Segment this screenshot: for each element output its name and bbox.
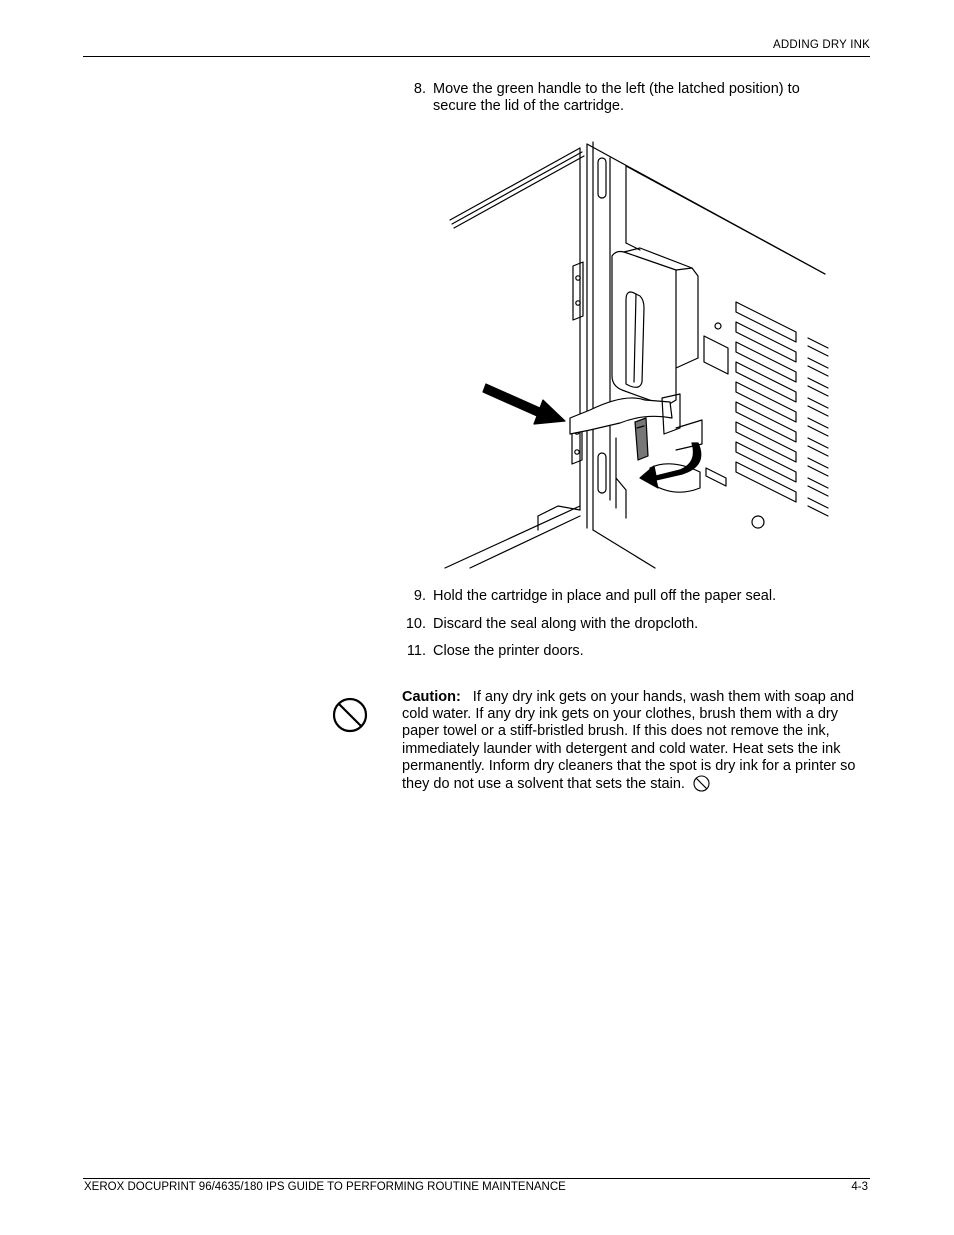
dry-ink-cartridge (612, 248, 698, 406)
vent-slats-right (808, 338, 828, 516)
footer-document-title: XEROX DOCUPRINT 96/4635/180 IPS GUIDE TO PERFORMING ROUTINE MAINTENANCE (84, 1181, 566, 1193)
step-number: 10. (405, 616, 426, 632)
pointing-arrow (483, 384, 565, 424)
paper-seal (570, 398, 672, 434)
caution-block (402, 689, 868, 793)
step-number: 8. (413, 81, 426, 97)
lower-housing (616, 438, 626, 518)
step-text: Move the green handle to the left (the latched position) to secure the lid of the cartridge. (433, 81, 800, 114)
caution-text: If any dry ink gets on your hands, wash them with soap and cold water. If any dry ink gets on your clothes, brush them with a dry paper towel or a stiff-bristled brush. If this does not remove the ink, immediately launder with detergent and cold water. Heat sets the ink permanently. Inform dry cleaners that the spot is dry ink for a printer so they do not use a solvent that sets the stain. (402, 689, 856, 793)
header-rule (83, 56, 870, 57)
prohibition-end-icon (693, 775, 710, 792)
printer-top-cover-lines (450, 148, 584, 228)
step-number: 11. (406, 643, 426, 659)
printer-base (445, 506, 580, 568)
cartridge-latch-illustration (440, 138, 835, 573)
footer-rule (83, 1178, 870, 1179)
caution-label: Caution: (402, 689, 461, 705)
step-text: Hold the cartridge in place and pull off the paper seal. (433, 588, 777, 604)
panel-hole (715, 323, 721, 329)
header-section-title: ADDING DRY INK (773, 39, 870, 51)
panel-label-plate (704, 336, 728, 374)
frame-slot-lower (598, 453, 606, 493)
step-number: 9. (413, 588, 426, 604)
footer-page-number: 4-3 (851, 1181, 868, 1193)
printer-frame (580, 142, 825, 568)
vent-slats-left (736, 302, 796, 502)
frame-slot-upper (598, 158, 606, 198)
hinge-plate-upper (573, 262, 583, 320)
step-text: Discard the seal along with the dropcloth. (433, 616, 699, 632)
green-handle (635, 418, 648, 460)
latch-direction-arrow (640, 443, 701, 488)
prohibition-icon (332, 697, 368, 733)
panel-hole-lower (752, 516, 764, 528)
step-text: Close the printer doors. (433, 643, 584, 659)
